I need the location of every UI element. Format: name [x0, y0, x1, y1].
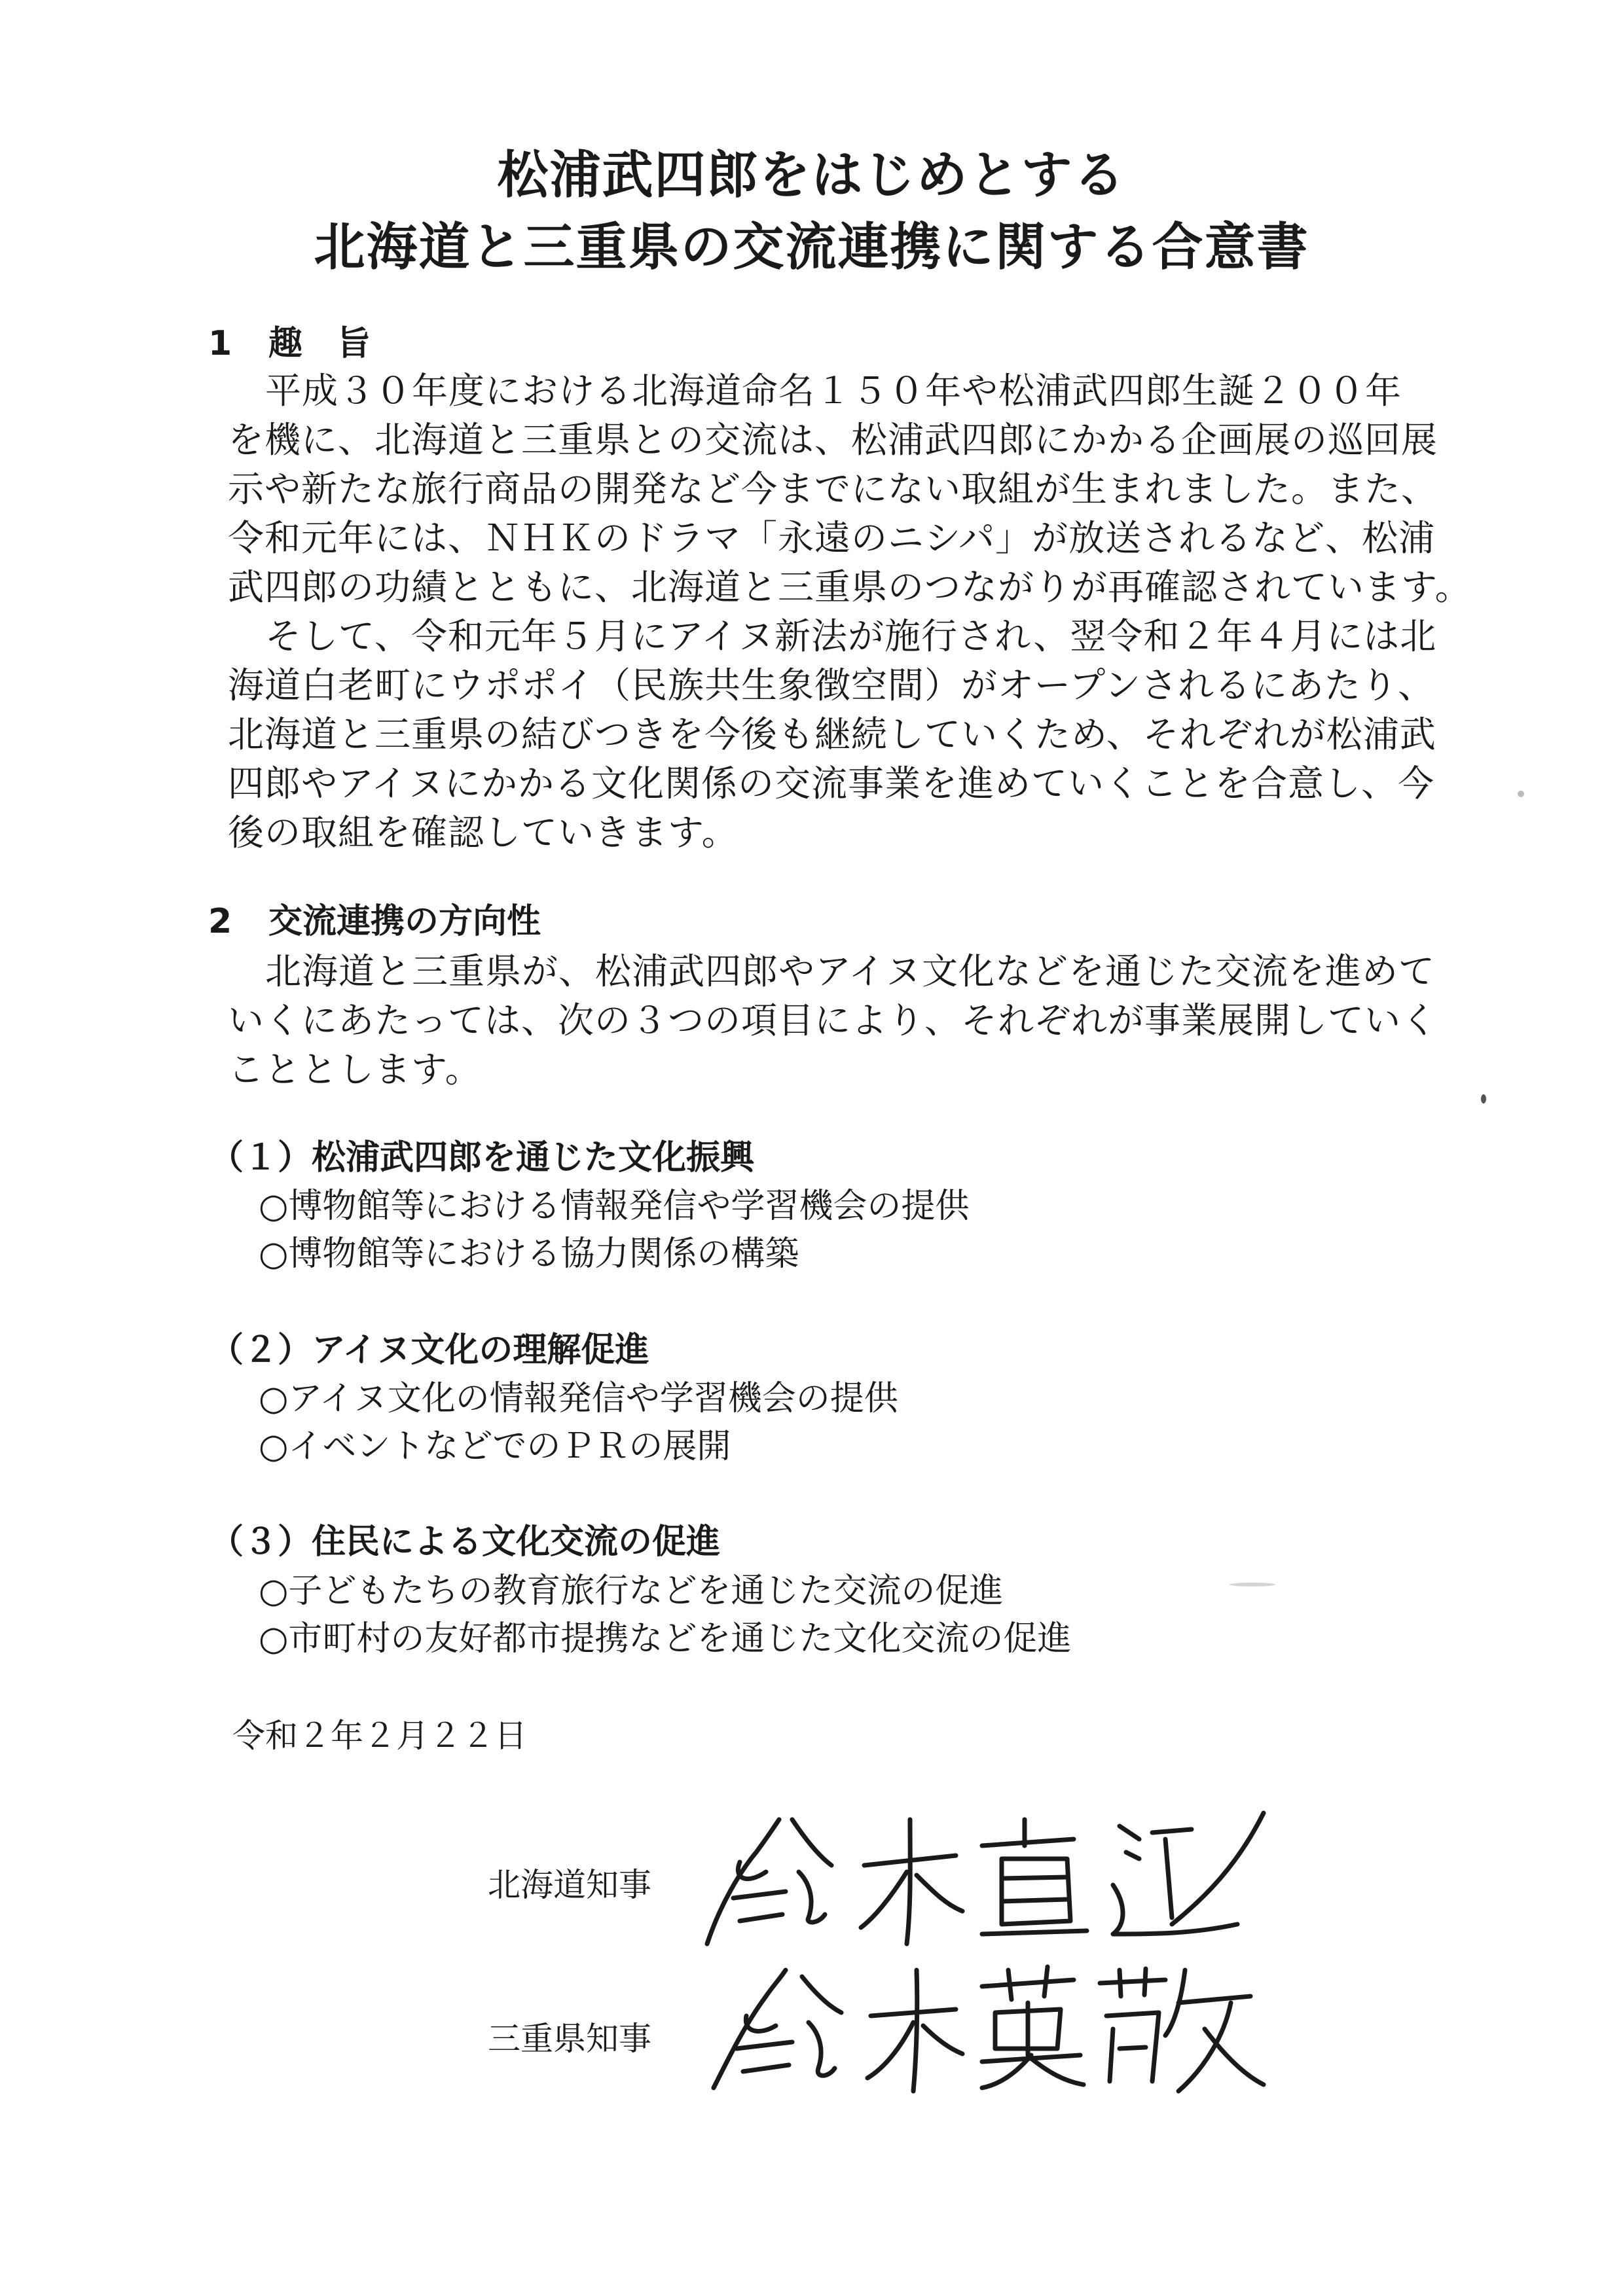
document-title-line-2: 北海道と三重県の交流連携に関する合意書: [314, 218, 1309, 277]
subsection-3-item: ○子どもたちの教育旅行などを通じた交流の促進: [259, 1571, 1004, 1611]
section-1-line: 北海道と三重県の結びつきを今後も継続していくため、それぞれが松浦武: [228, 713, 1436, 755]
section-1-line: 武四郎の功績とともに、北海道と三重県のつながりが再確認されています。: [228, 566, 1472, 608]
scan-speck: [1518, 791, 1524, 797]
section-1-line: そして、令和元年５月にアイヌ新法が施行され、翌令和２年４月には北: [265, 615, 1437, 657]
section-1-line: 海道白老町にウポポイ（民族共生象徴空間）がオープンされるにあたり、: [228, 664, 1435, 706]
section-2-heading: [208, 893, 541, 942]
section-1-line: 後の取組を確認していきます。: [228, 812, 739, 853]
section-1-line: 平成３０年度における北海道命名１５０年や松浦武四郎生誕２００年: [265, 370, 1402, 412]
section-1-number: 1: [208, 324, 232, 363]
hokkaido-governor-label: 北海道知事: [488, 1866, 651, 1904]
agreement-date: 令和２年２月２２日: [232, 1717, 527, 1755]
section-1-line: 令和元年には、ＮＨＫのドラマ「永遠のニシパ」が放送されるなど、松浦: [228, 517, 1436, 559]
section-2-title: 交流連携の方向性: [268, 902, 541, 941]
section-1-line: 示や新たな旅行商品の開発など今までにない取組が生まれました。また、: [228, 468, 1438, 510]
hokkaido-governor-signature: [694, 1793, 1270, 1957]
subsection-2-heading: （２）アイヌ文化の理解促進: [210, 1331, 649, 1370]
section-2-line: 北海道と三重県が、松浦武四郎やアイヌ文化などを通じた交流を進めて: [265, 950, 1436, 992]
subsection-3-item: ○市町村の友好都市提携などを通じた文化交流の促進: [259, 1619, 1072, 1659]
section-1-line: を機に、北海道と三重県との交流は、松浦武四郎にかかる企画展の巡回展: [228, 419, 1438, 461]
subsection-3-heading: （３）住民による文化交流の促進: [210, 1522, 721, 1562]
document-title-line-1: 松浦武四郎をはじめとする: [497, 146, 1126, 205]
scan-speck: [1481, 1094, 1486, 1103]
scan-speck: [1230, 1583, 1275, 1587]
subsection-2-item: ○アイヌ文化の情報発信や学習機会の提供: [259, 1379, 898, 1418]
section-1-line: 四郎やアイヌにかかる文化関係の交流事業を進めていくことを合意し、今: [228, 762, 1435, 804]
section-1-title: 趣 旨: [268, 324, 371, 363]
subsection-2-item: ○イベントなどでのＰＲの展開: [259, 1427, 731, 1466]
subsection-1-heading: （１）松浦武四郎を通じた文化振興: [210, 1138, 755, 1177]
mie-governor-label: 三重県知事: [488, 2020, 651, 2058]
mie-governor-signature: [707, 1950, 1270, 2101]
section-2-line: いくにあたっては、次の３つの項目により、それぞれが事業展開していく: [228, 999, 1438, 1041]
subsection-1-item: ○博物館等における情報発信や学習機会の提供: [259, 1187, 970, 1226]
section-2-number: 2: [208, 902, 232, 941]
section-2-line: こととします。: [228, 1049, 482, 1090]
section-1-heading: [208, 315, 371, 365]
subsection-1-item: ○博物館等における協力関係の構築: [259, 1234, 799, 1274]
